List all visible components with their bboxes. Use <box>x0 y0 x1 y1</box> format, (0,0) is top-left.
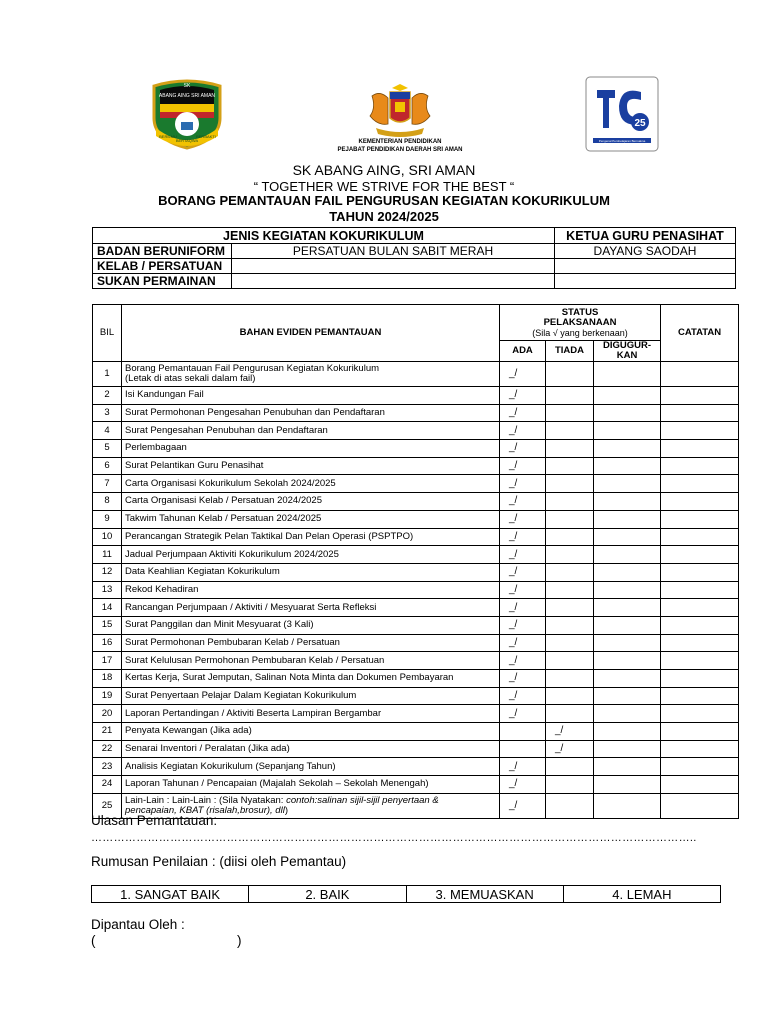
evidence-item: Perancangan Strategik Pelan Taktikal Dan Pelan Operasi (PSPTPO) <box>122 528 500 546</box>
evidence-item: Jadual Perjumpaan Aktiviti Kokurikulum 2024/2025 <box>122 546 500 564</box>
ada-checkbox[interactable]: _/ <box>500 793 546 818</box>
evidence-item: Analisis Kegiatan Kokurikulum (Sepanjang Tahun) <box>122 758 500 776</box>
tiada-checkbox[interactable] <box>546 440 594 458</box>
digugurkan-checkbox[interactable] <box>594 387 661 405</box>
activity-row: SUKAN PERMAINAN <box>93 274 736 289</box>
tiada-checkbox[interactable] <box>546 652 594 670</box>
catatan-cell[interactable] <box>661 705 739 723</box>
ada-checkbox[interactable]: _/ <box>500 422 546 440</box>
ada-checkbox[interactable]: _/ <box>500 581 546 599</box>
ada-checkbox[interactable]: _/ <box>500 362 546 387</box>
checklist-row <box>93 652 739 670</box>
tiada-checkbox[interactable] <box>546 387 594 405</box>
activity-row: KELAB / PERSATUAN <box>93 259 736 274</box>
ada-checkbox[interactable]: _/ <box>500 599 546 617</box>
row-number: 1 <box>93 362 122 387</box>
row-number: 3 <box>93 404 122 422</box>
digugurkan-checkbox[interactable] <box>594 546 661 564</box>
digugurkan-header: DIGUGUR- KAN <box>594 341 661 362</box>
tiada-checkbox[interactable] <box>546 705 594 723</box>
digugurkan-checkbox[interactable] <box>594 723 661 741</box>
digugurkan-checkbox[interactable] <box>594 510 661 528</box>
rating-options-table <box>91 885 721 903</box>
tiada-checkbox[interactable] <box>546 475 594 493</box>
checklist-row <box>93 599 739 617</box>
row-number: 18 <box>93 670 122 688</box>
school-motto: “ TOGETHER WE STRIVE FOR THE BEST “ <box>253 179 515 194</box>
checklist-row <box>93 581 739 599</box>
tiada-checkbox[interactable] <box>546 581 594 599</box>
tiada-checkbox[interactable]: _/ <box>546 740 594 758</box>
tiada-checkbox[interactable] <box>546 793 594 818</box>
evidence-item: Surat Penyertaan Pelajar Dalam Kegiatan Kokurikulum <box>122 687 500 705</box>
signature-bracket-close: ) <box>237 933 242 948</box>
ada-checkbox[interactable]: _/ <box>500 404 546 422</box>
digugurkan-checkbox[interactable] <box>594 493 661 511</box>
row-number: 4 <box>93 422 122 440</box>
row-number: 9 <box>93 510 122 528</box>
school-name: SK ABANG AING, SRI AMAN <box>292 162 476 178</box>
digugurkan-checkbox[interactable] <box>594 422 661 440</box>
ada-checkbox[interactable] <box>500 740 546 758</box>
checklist-row <box>93 440 739 458</box>
ada-checkbox[interactable]: _/ <box>500 440 546 458</box>
ada-checkbox[interactable]: _/ <box>500 528 546 546</box>
tiada-checkbox[interactable] <box>546 362 594 387</box>
advisor-header: KETUA GURU PENASIHAT <box>555 228 736 244</box>
crest-name-text: ABANG AING SRI AMAN <box>158 93 216 99</box>
svg-text:BERBAKTI: BERBAKTI <box>196 134 216 139</box>
checklist-row <box>93 776 739 794</box>
tiada-checkbox[interactable]: _/ <box>546 723 594 741</box>
checklist-row <box>93 740 739 758</box>
catatan-cell[interactable] <box>661 457 739 475</box>
row-number: 5 <box>93 440 122 458</box>
catatan-cell[interactable] <box>661 387 739 405</box>
ministry-name: KEMENTERIAN PENDIDIKAN <box>358 139 442 145</box>
ada-checkbox[interactable]: _/ <box>500 387 546 405</box>
checklist-row <box>93 404 739 422</box>
evidence-item: Surat Pelantikan Guru Penasihat <box>122 457 500 475</box>
advisor-value[interactable] <box>555 259 736 274</box>
catatan-cell[interactable] <box>661 362 739 387</box>
tiada-checkbox[interactable] <box>546 687 594 705</box>
evidence-item: Isi Kandungan Fail <box>122 387 500 405</box>
catatan-cell[interactable] <box>661 634 739 652</box>
evidence-item: Carta Organisasi Kokurikulum Sekolah 2024/2025 <box>122 475 500 493</box>
evidence-item: Surat Panggilan dan Minit Mesyuarat (3 Kali) <box>122 616 500 634</box>
catatan-cell[interactable] <box>661 404 739 422</box>
row-number: 15 <box>93 616 122 634</box>
ada-checkbox[interactable]: _/ <box>500 670 546 688</box>
digugurkan-checkbox[interactable] <box>594 740 661 758</box>
catatan-cell[interactable] <box>661 776 739 794</box>
district-office-name: PEJABAT PENDIDIKAN DAERAH SRI AMAN <box>337 147 463 153</box>
checklist-row <box>93 493 739 511</box>
ada-checkbox[interactable]: _/ <box>500 687 546 705</box>
svg-text:BERTAQWA: BERTAQWA <box>175 138 199 143</box>
ada-checkbox[interactable]: _/ <box>500 493 546 511</box>
checklist-row <box>93 563 739 581</box>
checklist-row <box>93 723 739 741</box>
coat-of-arms-icon <box>362 84 438 138</box>
activity-table <box>92 227 736 289</box>
form-year: TAHUN 2024/2025 <box>329 209 439 224</box>
evidence-checklist-table <box>92 304 739 819</box>
row-number: 7 <box>93 475 122 493</box>
tiada-checkbox[interactable] <box>546 457 594 475</box>
tiada-checkbox[interactable] <box>546 510 594 528</box>
activity-value[interactable]: PERSATUAN BULAN SABIT MERAH <box>232 244 555 259</box>
evidence-item: Borang Pemantauan Fail Pengurusan Kegiatan Kokurikulum (Letak di atas sekali dalam fail) <box>122 362 500 387</box>
row-number: 17 <box>93 652 122 670</box>
catatan-cell[interactable] <box>661 581 739 599</box>
checklist-row <box>93 510 739 528</box>
ada-checkbox[interactable]: _/ <box>500 634 546 652</box>
evidence-item: Surat Permohonan Pembubaran Kelab / Persatuan <box>122 634 500 652</box>
ada-checkbox[interactable]: _/ <box>500 616 546 634</box>
ada-checkbox[interactable]: _/ <box>500 705 546 723</box>
checklist-row <box>93 387 739 405</box>
digugurkan-checkbox[interactable] <box>594 528 661 546</box>
transformation-school-logo <box>585 76 659 152</box>
checklist-row <box>93 687 739 705</box>
ada-checkbox[interactable]: _/ <box>500 652 546 670</box>
row-number: 20 <box>93 705 122 723</box>
row-number: 16 <box>93 634 122 652</box>
row-number: 14 <box>93 599 122 617</box>
checklist-row <box>93 422 739 440</box>
rating-option[interactable]: 4. LEMAH <box>563 886 720 903</box>
rating-option[interactable]: 2. BAIK <box>249 886 406 903</box>
svg-text:BERILMU: BERILMU <box>159 134 177 139</box>
digugurkan-checkbox[interactable] <box>594 457 661 475</box>
checklist-row <box>93 475 739 493</box>
evaluation-summary-label: Rumusan Penilaian : (diisi oleh Pemantau) <box>91 854 347 869</box>
digugurkan-checkbox[interactable] <box>594 599 661 617</box>
evidence-item: Senarai Inventori / Peralatan (Jika ada) <box>122 740 500 758</box>
catatan-cell[interactable] <box>661 563 739 581</box>
form-title: BORANG PEMANTAUAN FAIL PENGURUSAN KEGIATAN KOKURIKULUM <box>158 193 610 208</box>
tiada-checkbox[interactable] <box>546 546 594 564</box>
ada-header: ADA <box>500 341 546 362</box>
tiada-checkbox[interactable] <box>546 563 594 581</box>
tiada-checkbox[interactable] <box>546 616 594 634</box>
checklist-row <box>93 616 739 634</box>
advisor-value[interactable]: DAYANG SAODAH <box>555 244 736 259</box>
crest-top-text: SK <box>183 83 191 89</box>
review-comments-label: Ulasan Pemantauan: <box>91 813 218 828</box>
checklist-row <box>93 705 739 723</box>
evidence-item: Rancangan Perjumpaan / Aktiviti / Mesyuarat Serta Refleksi <box>122 599 500 617</box>
catatan-cell[interactable] <box>661 422 739 440</box>
catatan-cell[interactable] <box>661 670 739 688</box>
checklist-row <box>93 670 739 688</box>
checklist-row <box>93 758 739 776</box>
evidence-item: Takwim Tahunan Kelab / Persatuan 2024/2025 <box>122 510 500 528</box>
evidence-item: Perlembagaan <box>122 440 500 458</box>
digugurkan-checkbox[interactable] <box>594 404 661 422</box>
catatan-cell[interactable] <box>661 546 739 564</box>
row-number: 25 <box>93 793 122 818</box>
digugurkan-checkbox[interactable] <box>594 563 661 581</box>
tiada-checkbox[interactable] <box>546 634 594 652</box>
catatan-cell[interactable] <box>661 493 739 511</box>
ada-checkbox[interactable]: _/ <box>500 563 546 581</box>
activity-value[interactable] <box>232 274 555 289</box>
digugurkan-checkbox[interactable] <box>594 758 661 776</box>
ada-checkbox[interactable]: _/ <box>500 510 546 528</box>
status-header: STATUS PELAKSANAAN (Sila √ yang berkenaan) <box>500 305 661 341</box>
school-crest-logo <box>148 78 226 150</box>
row-number: 10 <box>93 528 122 546</box>
row-number: 6 <box>93 457 122 475</box>
ada-checkbox[interactable]: _/ <box>500 758 546 776</box>
tiada-checkbox[interactable] <box>546 422 594 440</box>
activity-value[interactable] <box>232 259 555 274</box>
row-number: 21 <box>93 723 122 741</box>
catatan-cell[interactable] <box>661 510 739 528</box>
catatan-cell[interactable] <box>661 687 739 705</box>
catatan-cell[interactable] <box>661 440 739 458</box>
digugurkan-checkbox[interactable] <box>594 776 661 794</box>
digugurkan-checkbox[interactable] <box>594 440 661 458</box>
tc-number: 25 <box>634 118 646 129</box>
digugurkan-checkbox[interactable] <box>594 634 661 652</box>
evidence-item: Rekod Kehadiran <box>122 581 500 599</box>
evidence-item: Data Keahlian Kegiatan Kokurikulum <box>122 563 500 581</box>
checklist-row <box>93 362 739 387</box>
tiada-checkbox[interactable] <box>546 493 594 511</box>
catatan-cell[interactable] <box>661 758 739 776</box>
signature-bracket-open: ( <box>91 933 96 948</box>
ada-checkbox[interactable]: _/ <box>500 546 546 564</box>
catatan-cell[interactable] <box>661 740 739 758</box>
rating-option[interactable]: 1. SANGAT BAIK <box>92 886 249 903</box>
tiada-checkbox[interactable] <box>546 670 594 688</box>
row-number: 2 <box>93 387 122 405</box>
digugurkan-checkbox[interactable] <box>594 793 661 818</box>
ada-checkbox[interactable] <box>500 723 546 741</box>
activity-type-header: JENIS KEGIATAN KOKURIKULUM <box>93 228 555 244</box>
tiada-checkbox[interactable] <box>546 528 594 546</box>
rating-option[interactable]: 3. MEMUASKAN <box>406 886 563 903</box>
catatan-header: CATATAN <box>661 305 739 362</box>
row-number: 8 <box>93 493 122 511</box>
catatan-cell[interactable] <box>661 616 739 634</box>
evidence-item: Surat Kelulusan Permohonan Pembubaran Kelab / Persatuan <box>122 652 500 670</box>
tiada-checkbox[interactable] <box>546 404 594 422</box>
bil-header: BIL <box>93 305 122 362</box>
tiada-checkbox[interactable] <box>546 758 594 776</box>
monitored-by-label: Dipantau Oleh : <box>91 917 185 932</box>
digugurkan-checkbox[interactable] <box>594 475 661 493</box>
digugurkan-checkbox[interactable] <box>594 362 661 387</box>
digugurkan-checkbox[interactable] <box>594 670 661 688</box>
ministry-logo <box>330 84 470 158</box>
catatan-cell[interactable] <box>661 793 739 818</box>
review-comments-line[interactable]: …………………………………………………………………………………………………………………………………………….. <box>91 832 697 844</box>
advisor-value[interactable] <box>555 274 736 289</box>
row-number: 23 <box>93 758 122 776</box>
tiada-checkbox[interactable] <box>546 599 594 617</box>
ada-checkbox[interactable]: _/ <box>500 457 546 475</box>
svg-text:Pengenal Pembelajaran Bermakna: Pengenal Pembelajaran Bermakna <box>598 139 646 143</box>
evidence-item: Laporan Tahunan / Pencapaian (Majalah Sekolah – Sekolah Menengah) <box>122 776 500 794</box>
evidence-item: Lain-Lain : Lain-Lain : (Sila Nyatakan: contoh:salinan sijil-sijil penyertaan & pencapaian, KBAT (risalah,brosur), dll) <box>122 793 500 818</box>
evidence-item: Surat Permohonan Pengesahan Penubuhan dan Pendaftaran <box>122 404 500 422</box>
evidence-header: BAHAN EVIDEN PEMANTAUAN <box>122 305 500 362</box>
digugurkan-checkbox[interactable] <box>594 616 661 634</box>
checklist-row <box>93 634 739 652</box>
ada-checkbox[interactable]: _/ <box>500 475 546 493</box>
row-number: 12 <box>93 563 122 581</box>
evidence-item: Laporan Pertandingan / Aktiviti Beserta Lampiran Bergambar <box>122 705 500 723</box>
row-number: 24 <box>93 776 122 794</box>
checklist-row <box>93 546 739 564</box>
digugurkan-checkbox[interactable] <box>594 652 661 670</box>
evidence-item: Surat Pengesahan Penubuhan dan Pendaftaran <box>122 422 500 440</box>
activity-row: BADAN BERUNIFORM PERSATUAN BULAN SABIT MERAH DAYANG SAODAH <box>93 244 736 259</box>
catatan-cell[interactable] <box>661 652 739 670</box>
tiada-header: TIADA <box>546 341 594 362</box>
evidence-item: Penyata Kewangan (Jika ada) <box>122 723 500 741</box>
catatan-cell[interactable] <box>661 475 739 493</box>
tiada-checkbox[interactable] <box>546 776 594 794</box>
row-number: 13 <box>93 581 122 599</box>
digugurkan-checkbox[interactable] <box>594 581 661 599</box>
row-number: 22 <box>93 740 122 758</box>
checklist-row <box>93 457 739 475</box>
catatan-cell[interactable] <box>661 723 739 741</box>
checklist-row <box>93 528 739 546</box>
digugurkan-checkbox[interactable] <box>594 705 661 723</box>
evidence-item: Carta Organisasi Kelab / Persatuan 2024/2025 <box>122 493 500 511</box>
row-number: 19 <box>93 687 122 705</box>
catatan-cell[interactable] <box>661 528 739 546</box>
evidence-item: Kertas Kerja, Surat Jemputan, Salinan Nota Minta dan Dokumen Pembayaran <box>122 670 500 688</box>
digugurkan-checkbox[interactable] <box>594 687 661 705</box>
catatan-cell[interactable] <box>661 599 739 617</box>
row-number: 11 <box>93 546 122 564</box>
ada-checkbox[interactable]: _/ <box>500 776 546 794</box>
